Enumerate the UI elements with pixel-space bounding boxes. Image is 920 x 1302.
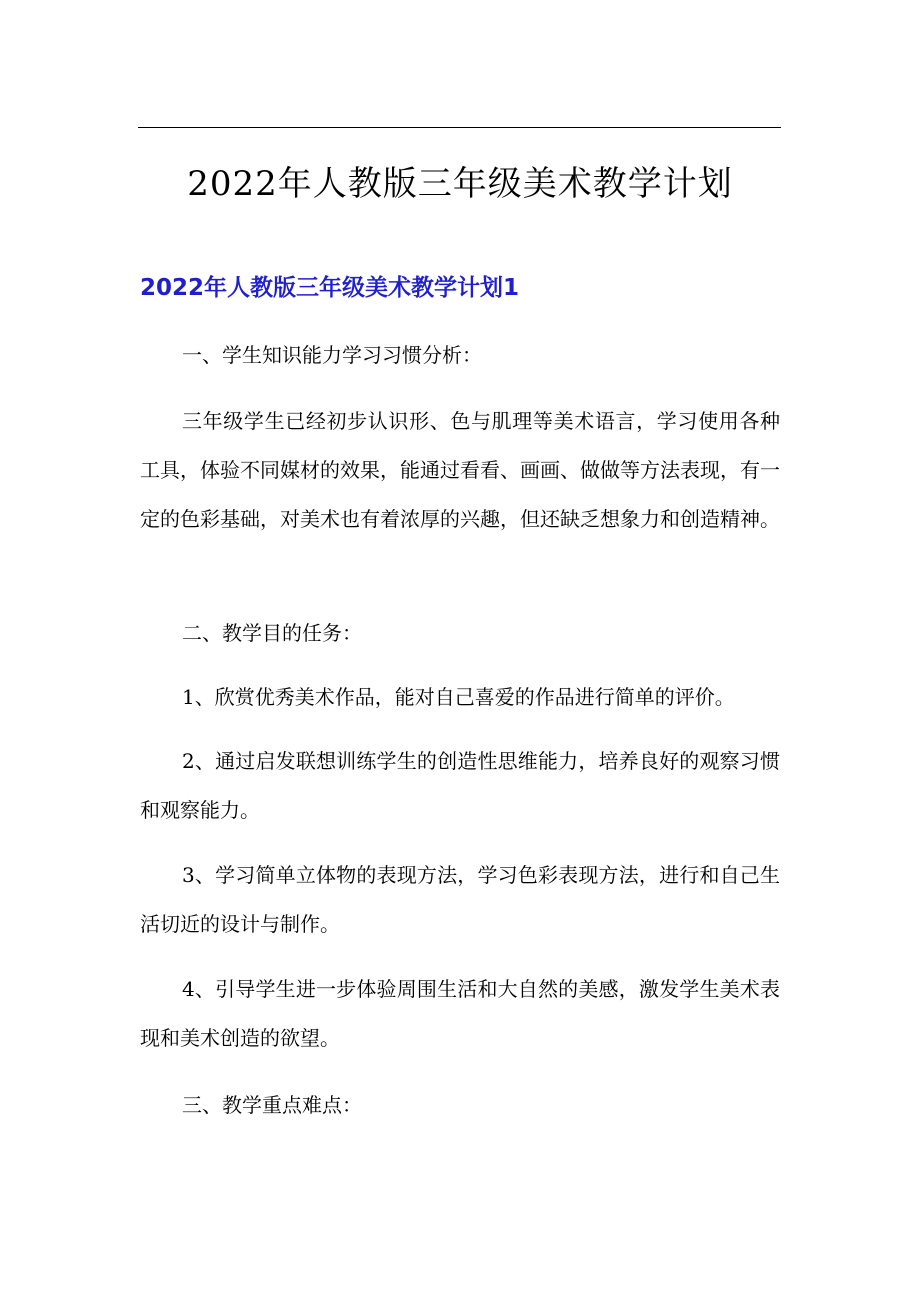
paragraph-goal-3: 3、学习简单立体物的表现方法，学习色彩表现方法，进行和自己生活切近的设计与制作。 — [140, 863, 780, 936]
paragraph-goal-4: 4、引导学生进一步体验周围生活和大自然的美感，激发学生美术表现和美术创造的欲望。 — [140, 977, 780, 1050]
paragraph-analysis-body: 三年级学生已经初步认识形、色与肌理等美术语言，学习使用各种工具，体验不同媒材的效果，能通过看看、画画、做做等方法表现，有一定的色彩基础，对美术也有着浓厚的兴趣，但还缺乏想象力和创造精神。 — [140, 409, 780, 531]
paragraph-analysis-heading: 一、学生知识能力学习习惯分析： — [182, 343, 482, 367]
document-title: 2022年人教版三年级美术教学计划 — [187, 164, 733, 204]
section-heading: 2022年人教版三年级美术教学计划1 — [140, 275, 520, 301]
paragraph-goal-1: 1、欣赏优秀美术作品，能对自己喜爱的作品进行简单的评价。 — [182, 685, 735, 709]
paragraph-goals-heading: 二、教学目的任务： — [182, 621, 362, 645]
header-rule — [138, 127, 781, 128]
paragraph-goal-2: 2、通过启发联想训练学生的创造性思维能力，培养良好的观察习惯和观察能力。 — [140, 749, 780, 822]
paragraph-difficulty-heading: 三、教学重点难点： — [182, 1093, 362, 1117]
